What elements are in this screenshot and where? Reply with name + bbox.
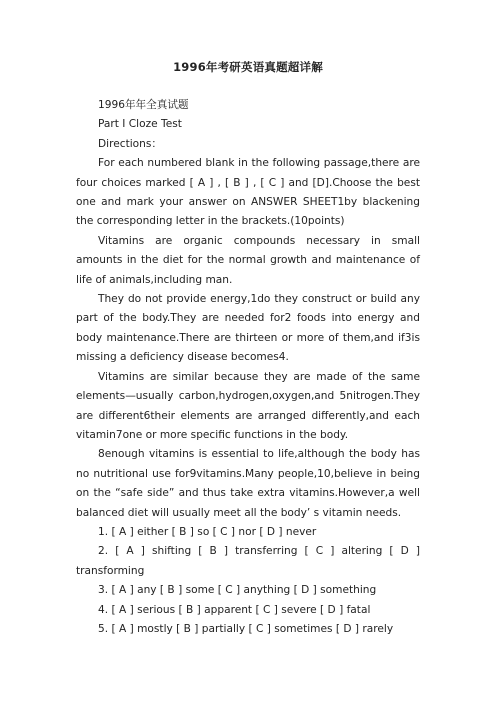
- exam-subtitle: 1996年年全真试题: [98, 99, 189, 111]
- question-2: 2. [ A ] shifting [ B ] transferring [ C ] altering [ D ] transforming: [76, 545, 420, 577]
- question-5: 5. [ A ] mostly [ B ] partially [ C ] sometimes [ D ] rarely: [98, 622, 394, 635]
- directions-label: Directions：: [98, 137, 162, 150]
- passage-paragraph-2: They do not provide energy,1do they construct or build any part of the body.They are needed for2 foods into energy and body maintenance.There are thirteen or more of them,and if3is missing a deficiency disease becomes4.: [76, 293, 420, 364]
- passage-paragraph-4: 8enough vitamins is essential to life,although the body has no nutritional use for9vitamins.Many people,10,believe in being on the “safe side” and thus take extra vitamins.However,a well balanced diet will usually meet all the body’ s vitamin needs.: [76, 448, 420, 519]
- question-3: 3. [ A ] any [ B ] some [ C ] anything [ D ] something: [98, 584, 377, 597]
- part-heading: Part I Cloze Test: [98, 118, 182, 131]
- document-title: 1996年考研英语真题超详解: [173, 60, 323, 74]
- question-1: 1. [ A ] either [ B ] so [ C ] nor [ D ] never: [98, 525, 317, 538]
- passage-paragraph-3: Vitamins are similar because they are made of the same elements—usually carbon,hydrogen,oxygen,and 5nitrogen.They are different6their elements are arranged differently,and each vitamin7one or more specific functions in the body.: [76, 370, 420, 441]
- directions-text: For each numbered blank in the following passage,there are four choices marked [ A ] , [ B ] , [ C ] and [D].Choose the best one and mark your answer on ANSWER SHEET1by blackening the corresponding letter in the brackets.(10points): [76, 157, 420, 228]
- question-4: 4. [ A ] serious [ B ] apparent [ C ] severe [ D ] fatal: [98, 603, 371, 616]
- passage-paragraph-1: Vitamins are organic compounds necessary in small amounts in the diet for the normal growth and maintenance of life of animals,including man.: [76, 234, 420, 286]
